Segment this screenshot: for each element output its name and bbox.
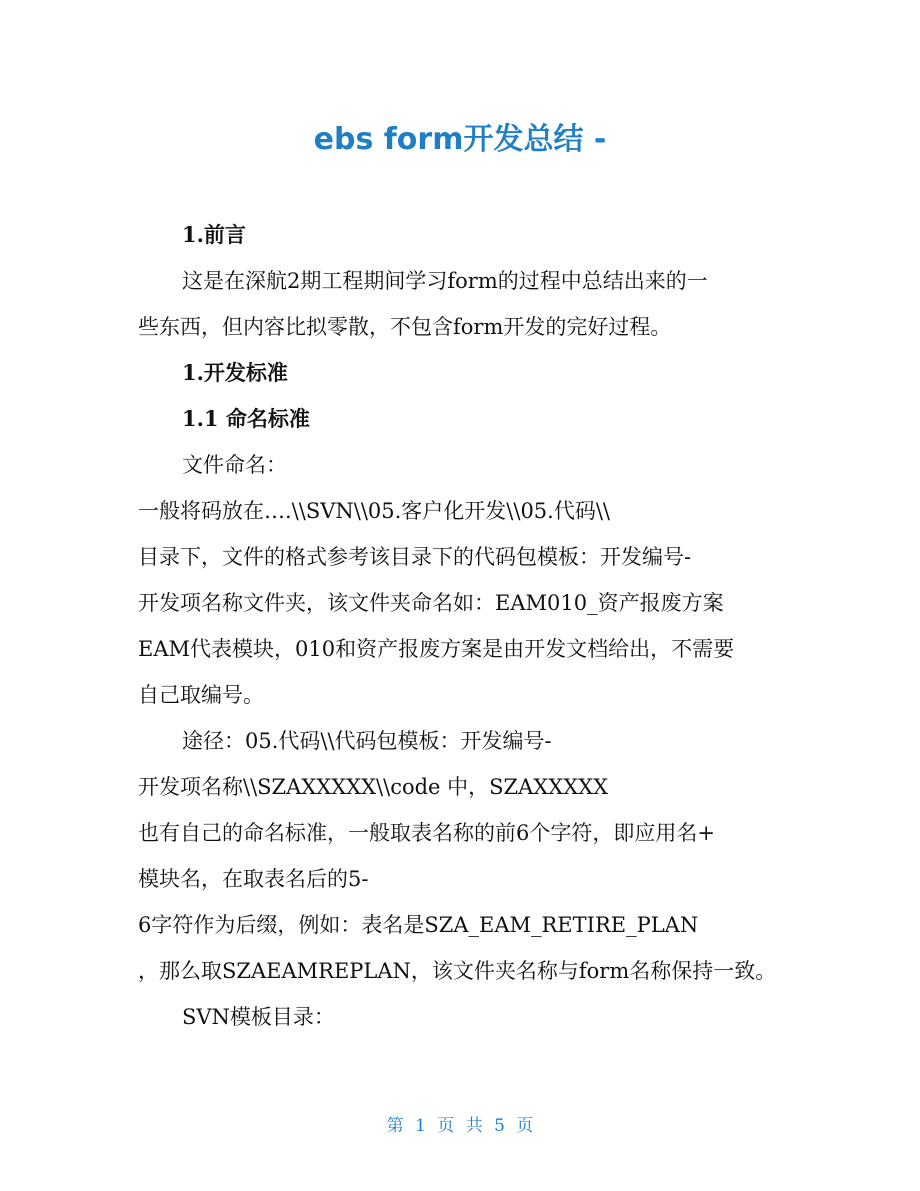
section-heading-dev-standard: 1.开发标准 [182,360,288,385]
paragraph-line: 目录下，文件的格式参考该目录下的代码包模板：开发编号- [138,545,692,569]
paragraph-line: 一般将码放在….\\SVN\\05.客户化开发\\05.代码\\ [138,499,610,523]
page-footer: 第 1 页 共 5 页 [386,1116,534,1136]
paragraph-line: 开发项名称\\SZAXXXXX\\code 中，SZAXXXXX [138,775,609,799]
paragraph-line: 也有自己的命名标准，一般取表名称的前6个字符，即应用名+ [138,821,715,845]
paragraph-line: 途径：05.代码\\代码包模板：开发编号- [182,729,552,753]
paragraph-line: 这是在深航2期工程期间学习form的过程中总结出来的一 [182,269,708,293]
paragraph-line: ，那么取SZAEAMREPLAN，该文件夹名称与form名称保持一致。 [138,959,777,983]
subsection-heading-naming: 1.1 命名标准 [182,406,310,431]
document-title: ebs form开发总结 - [313,122,607,157]
paragraph-line: 开发项名称文件夹，该文件夹命名如：EAM010_资产报废方案 [138,591,724,615]
document-body [138,212,788,1040]
paragraph-line: EAM代表模块，010和资产报废方案是由开发文档给出，不需要 [138,637,735,661]
paragraph-line: 6字符作为后缀，例如：表名是SZA_EAM_RETIRE_PLAN [138,913,699,937]
paragraph-line: 自己取编号。 [138,683,264,707]
paragraph-line: 文件命名： [182,453,287,477]
paragraph-line: 模块名，在取表名后的5- [138,867,369,891]
paragraph-line: 些东西，但内容比拟零散，不包含form开发的完好过程。 [138,315,672,339]
paragraph-line: SVN模板目录： [182,1005,335,1029]
section-heading-preface: 1.前言 [182,222,246,247]
